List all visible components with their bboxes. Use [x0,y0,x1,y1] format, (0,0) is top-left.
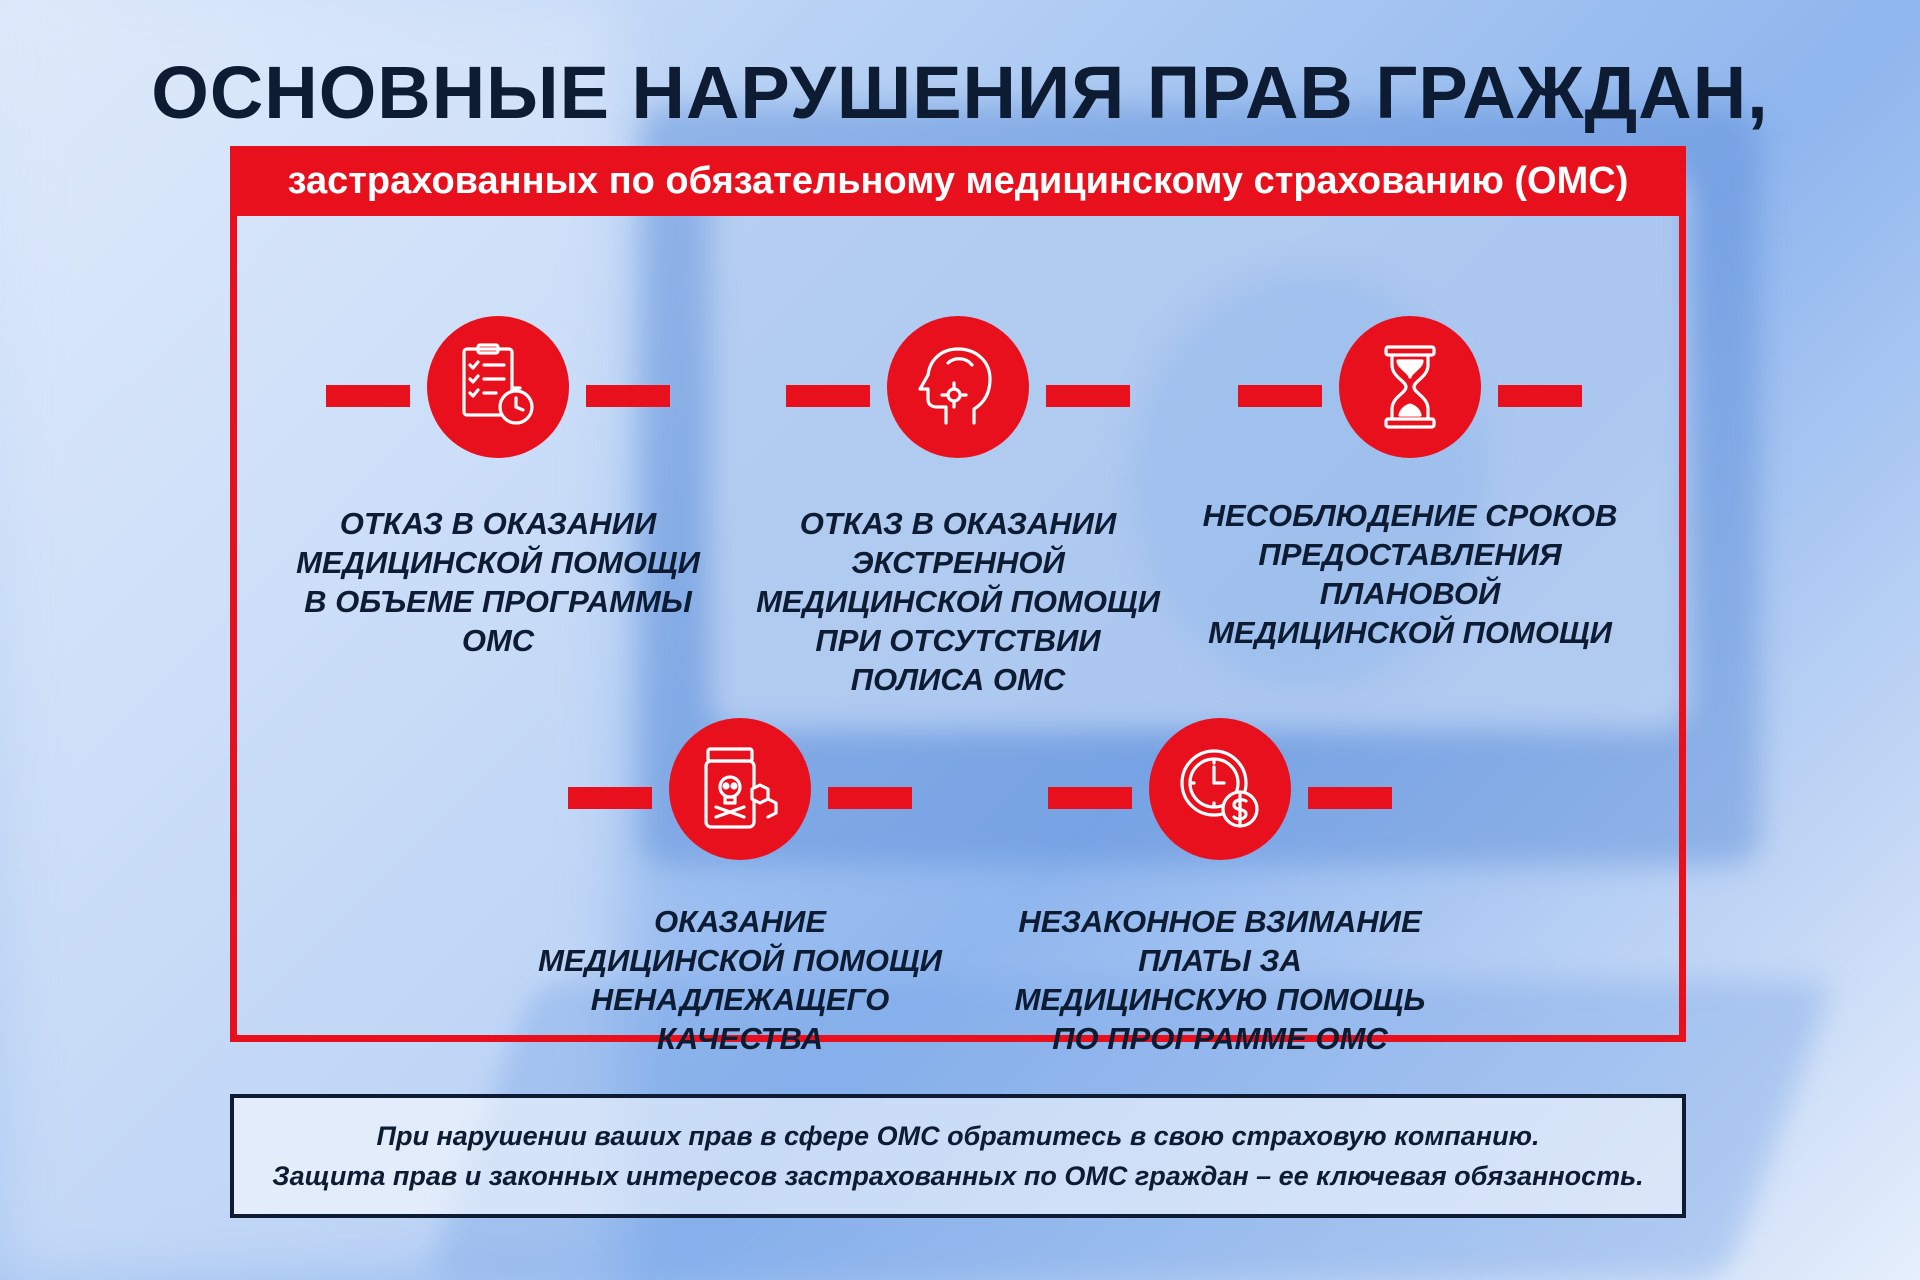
poison-jar-icon [696,745,784,833]
dash-left [786,385,870,407]
icon-circle [669,718,811,860]
violation-item-3 [1180,316,1640,652]
icon-circle [887,316,1029,458]
violation-label: НЕСОБЛЮДЕНИЕ СРОКОВ ПРЕДОСТАВЛЕНИЯ ПЛАНОВОЙ МЕДИЦИНСКОЙ ПОМОЩИ [1202,498,1618,650]
note-line-2: Защита прав и законных интересов застрахованных по ОМС граждан – ее ключевая обязанность. [272,1161,1644,1191]
icon-circle [1339,316,1481,458]
dash-right [586,385,670,407]
dash-right [828,787,912,809]
checklist-timer-icon [454,343,542,431]
dash-right [1046,385,1130,407]
head-profile-icon [914,343,1002,431]
page-title: ОСНОВНЫЕ НАРУШЕНИЯ ПРАВ ГРАЖДАН, [151,51,1769,134]
dash-left [568,787,652,809]
dash-right [1308,787,1392,809]
clock-dollar-icon [1176,745,1264,833]
violation-item-4 [510,718,970,1058]
violation-item-2 [728,316,1188,699]
dash-left [1048,787,1132,809]
hourglass-icon [1366,343,1454,431]
dash-left [1238,385,1322,407]
contact-note [230,1094,1686,1218]
violation-label: НЕЗАКОННОЕ ВЗИМАНИЕ ПЛАТЫ ЗА МЕДИЦИНСКУЮ ПОМОЩЬ ПО ПРОГРАММЕ ОМС [1014,904,1426,1056]
violation-label: ОКАЗАНИЕ МЕДИЦИНСКОЙ ПОМОЩИ НЕНАДЛЕЖАЩЕГО КАЧЕСТВА [538,904,942,1056]
icon-circle [1149,718,1291,860]
violation-label: ОТКАЗ В ОКАЗАНИИ МЕДИЦИНСКОЙ ПОМОЩИ В ОБЪЕМЕ ПРОГРАММЫ ОМС [296,506,700,658]
violation-label: ОТКАЗ В ОКАЗАНИИ ЭКСТРЕННОЙ МЕДИЦИНСКОЙ ПОМОЩИ ПРИ ОТСУТСТВИИ ПОЛИСА ОМС [756,506,1160,697]
dash-right [1498,385,1582,407]
note-line-1: При нарушении ваших прав в сфере ОМС обратитесь в свою страховую компанию. [376,1121,1540,1151]
violation-item-5 [990,718,1450,1058]
violation-item-1 [268,316,728,660]
subtitle-banner: застрахованных по обязательному медицинскому страхованию (ОМС) [230,146,1686,216]
dash-left [326,385,410,407]
icon-circle [427,316,569,458]
